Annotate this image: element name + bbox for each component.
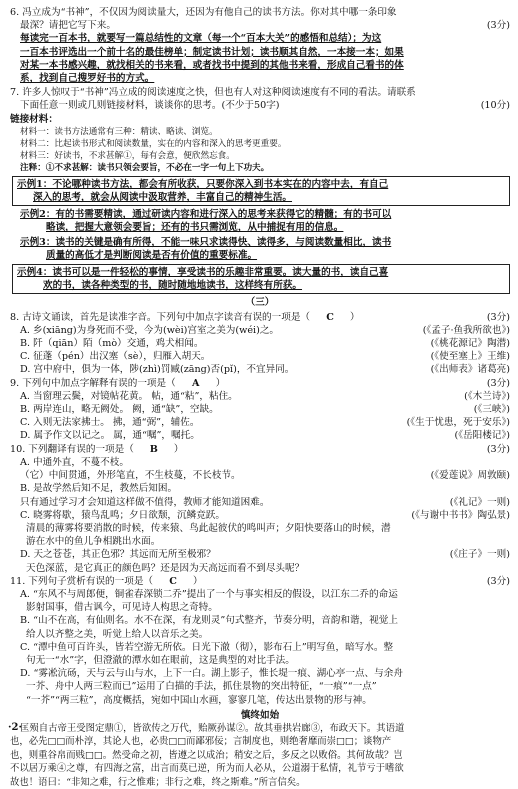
q11-points: (3分) [486,575,510,587]
material-3: 材料三：好读书，不求甚解①，每有会意，便欣然忘食。 [20,150,235,161]
q9-option-d: D. 属予作文以记之。 属，通“嘱”，嘱托。 (《岳阳楼记》) [20,430,510,442]
example-4-box [12,264,510,294]
q11-line: C. “潭中鱼可百许头，皆若空游无所依。日光下澈（彻），影布石上”明写鱼，暗写水。整 [20,641,394,653]
q8-answer: C [326,311,334,323]
question-8: 8. 古诗文诵读，首先是读准字音。下列句中加点字读音有误的一项是（ C ） (3分) A. 乡(xiāng)为身死而不受，今为(wèi)宫室之美为(wéi)之。 (《孟子·鱼我所欲也》) B. 阡（qiān）陌（mò）交通，鸡犬相闻。 (《桃花源记》陶潜) C. 征蓬（pén）出汉塞（sè），归雁入胡天。 (《使至塞上》王维) D. 宫中府中，俱为一体，陟(zhì)罚臧(zāng)否(pǐ)，不宜异同。 (《出师表》诸葛亮) [10,311,510,376]
q10-stem: 10. 下列翻译有误的一项是（ [10,443,134,455]
question-10: 10. 下列翻译有误的一项是（ B ） (3分) A. 中通外直，不蔓不枝。 （它）中间贯通，外形笔直，不生枝蔓，不长枝节。 (《爱莲说》周敦颐) B. 是故学然后知不足，教然后知困。 只有通过学习才会知道这样做不值得，教师才能知道困难。 (《礼记》一则) C. 晓雾将歇，猿鸟乱鸣；夕日欲颓，沉鳞竞跃。 (《与谢中书书》陶弘景) 清晨的薄雾将要消散的时候，传来猿、鸟此起彼伏的鸣叫声；夕阳快要落山的时候，潜 游在水中的鱼儿争相跳出水面。 D. 天之苍苍，其正色邪？其远而无所至极邪？ (《庄子》一则) 天色深蓝，是它真正的颜色吗？还是因为天高远而看不到尽头呢？ [10,443,510,574]
q9-option-b: B. 两岸连山，略无阙处。 阙，通“缺”，空缺。 (《三峡》) [20,404,510,416]
example-3 [10,236,510,262]
q6-stem-line1: 6. 冯立成为“书神”，不仅因为阅读量大，还因为有他自己的读书方法。你对其中哪一条印象 [10,7,397,18]
q11-line: 影射国事，借古讽今，可见诗人构思之奇特。 [26,602,218,614]
q7-stem-line1: 7. 许多人惊叹于“书神”冯立成的阅读速度之快，但也有人对这种阅读速度有不同的看法。请联系 [10,87,416,99]
q10-option-a-translation: （它）中间贯通，外形笔直，不生枝蔓，不长枝节。 [20,470,241,482]
example-line: 示例2：有的书需要精读，通过研读内容和进行深入的思考来获得它的精髓；有的书可以 [20,209,392,221]
q6-answer-line: 一百本书评选出一个前十名的最佳榜单；制定读书计划；读书顺其自然，一本接一本；如果 [20,46,404,58]
classical-passage [10,709,510,789]
example-1-box [12,176,510,206]
example-line: 质量的高低才是判断阅读是否有价值的重要标准。 [46,249,258,261]
q11-line: 给人以齐整之美，听觉上给人以音乐之美。 [26,628,209,640]
q6-points: (3分) [486,20,510,32]
q10-option-c-translation: 清晨的薄雾将要消散的时候，传来猿、鸟此起彼伏的鸣叫声；夕阳快要落山的时候，潜 [26,522,391,534]
q6-answer-line: 对某一本书感兴趣，就找相关的书来看，或者找书中提到的其他书来看，形成自己看书的体 [20,59,404,71]
q11-answer: C [169,575,177,587]
example-line: 示例1：不论哪种读书方法，都会有所收获，只要你深入到书本实在的内容中去，有自己 [17,178,389,190]
question-7 [10,86,510,294]
q8-option-a: A. 乡(xiāng)为身死而不受，今为(wèi)宫室之美为(wéi)之。 (《孟子·鱼我所欲也》) [20,324,510,336]
example-2 [10,208,510,234]
q10-option-a: A. 中通外直，不蔓不枝。 [20,456,129,468]
q9-option-c: C. 入则无法家拂士。 拂，通“弼”，辅佐。 (《生于忧患，死于安乐》) [20,417,510,429]
q9-points: (3分) [486,377,510,389]
q11-line: 一芥、舟中人两三粒而已”运用了白描的手法，抓住景物的突出特征，“一痕”“一点” [26,681,377,693]
q7-points: (10分) [480,100,510,112]
q10-option-a-source: (《爱莲说》周敦颐) [430,470,510,482]
q8-stem: 8. 古诗文诵读，首先是读准字音。下列句中加点字读音有误的一项是（ [10,311,311,323]
exam-page [10,6,510,789]
passage-line: 不以居万乘④之尊，有四海之富，出言而莫已逆，所为而人必从，公道溺于私情，礼节亏于嗜欲 [10,763,404,775]
passage-line: 也，必先□□而朴淳，其论人也，必贵□□而鄙邪佞；言制度也，则绝奢靡而崇□□；谈物产 [10,736,392,748]
question-6 [10,6,510,85]
q11-line: D. “雾凇沆砀，天与云与山与水，上下一白。湖上影子，惟长堤一痕、湖心亭一点、与余舟 [20,668,403,680]
q9-answer: A [191,377,200,389]
q6-answer-line: 系，找到自己搜罗好书的方式。 [20,73,155,85]
passage-line: 匡殒自古帝王受图定鼎①，皆欲传之万代，贻厥孙谋②。故其垂拱岩廊③，布政天下。其语道 [20,722,405,734]
passage-line: 也，则重谷帛而贱□□。然受命之初，皆遵之以成治；稍安之后，多反之以败俗。其何故哉？岂 [10,749,403,761]
example-line: 欢的书，读各种类型的书，随时随地地读书，这样终有所获。 [43,280,303,292]
q6-stem-line2: 最深？请把它写下来。 [20,20,116,32]
q11-line: B. “山不在高，有仙则名。水不在深，有龙则灵”句式整齐，节奏分明，音韵和谐，视觉上 [20,615,398,627]
question-9: 9. 下列句中加点字解释有误的一项是（ A ） (3分) A. 当窗理云鬓，对镜帖花黄。 帖，通“粘”，粘住。 (《木兰诗》) B. 两岸连山，略无阙处。 阙，通“缺”，空缺。 (《三峡》) C. 入则无法家拂士。 拂，通“弼”，辅佐。 (《生于忧患，死于安乐》) D. 属予作文以记之。 属，通“嘱”，嘱托。 (《岳阳楼记》) [10,377,510,442]
example-line: 略读，把握大意领会要旨；还有的书只需浏览，从中捕捉有用的信息。 [46,222,344,234]
q9-option-a: A. 当窗理云鬓，对镜帖花黄。 帖，通“粘”，粘住。 (《木兰诗》) [20,390,510,402]
section-three-heading: （三） [245,297,275,309]
material-note: 注释：①不求甚解：读书只领会要旨，不必在一字一句上下功夫。 [20,162,270,173]
q10-option-b-source: (《礼记》一则) [449,496,510,508]
q10-option-b-translation: 只有通过学习才会知道这样做不值得，教师才能知道困难。 [20,496,270,508]
passage-title: 慎终如始 [240,709,280,721]
link-materials-label: 链接材料： [10,113,58,125]
q10-option-c-translation: 游在水中的鱼儿争相跳出水面。 [26,536,161,548]
page-number: ·2· [8,721,22,733]
q11-line: A. “东风不与周郎便，铜雀春深锁二乔”提出了一个与事实相反的假设，以江东二乔的命运 [20,588,398,600]
q10-option-d: D. 天之苍苍，其正色邪？其远而无所至极邪？ [20,549,216,561]
q10-option-d-translation: 天色深蓝，是它真正的颜色吗？还是因为天高远而看不到尽头呢？ [26,562,305,574]
material-1: 材料一：读书方法通常有三种：精读、略读、浏览。 [20,126,218,137]
passage-line: 故也！语曰：“非知之难，行之惟难；非行之难，终之斯难。”所言信矣。 [10,776,306,788]
q8-option-c: C. 征蓬（pén）出汉塞（sè），归雁入胡天。 (《使至塞上》王维) [20,351,510,363]
q10-points: (3分) [486,443,510,455]
q10-option-b: B. 是故学然后知不足，教然后知困。 [20,483,178,495]
q10-option-d-source: (《庄子》一则) [449,549,510,561]
q10-option-c-source: (《与谢中书书》陶弘景) [411,509,510,521]
q11-stem: 11. 下列句子赏析有误的一项是（ [10,575,154,587]
question-11: 11. 下列句子赏析有误的一项是（ C ） (3分) A. “东风不与周郎便，铜雀春深锁二乔”提出了一个与事实相反的假设，以江东二乔的命运 影射国事，借古讽今，可见诗人构思之奇特。 B. “山不在高，有仙则名。水不在深，有龙则灵”句式整齐，节奏分明，音韵和谐，视觉上 给人以齐整之美，听觉上给人以音乐之美。 C. “潭中鱼可百许头，皆若空游无所依。日光下澈（彻），影布石上”明写鱼，暗写水。整 句无一“水”字，但澄澈的潭水如在眼前，这是典型的对比手法。 D. “雾凇沆砀，天与云与山与水，上下一白。湖上影子，惟长堤一痕、湖心亭一点、与余舟 一芥、舟中人两三粒而已”运用了白描的手法，抓住景物的突出特征，“一痕”“一点” “一芥”“两三粒”，高度概括，宛如中国山水画，寥寥几笔，传达出景物的形与神。 [10,575,510,706]
q8-points: (3分) [486,311,510,323]
example-line: 深入的思考，就会从阅读中汲取营养，丰富自己的精神生活。 [33,192,293,204]
q8-option-b: B. 阡（qiān）陌（mò）交通，鸡犬相闻。 (《桃花源记》陶潜) [20,338,510,350]
q10-answer: B [149,443,158,455]
q10-option-c: C. 晓雾将歇，猿鸟乱鸣；夕日欲颓，沉鳞竞跃。 [20,509,225,521]
q7-stem-line2: 下面任意一则或几则链接材料，谈谈你的思考。(不少于50字) [20,100,280,112]
q8-option-d: D. 宫中府中，俱为一体，陟(zhì)罚臧(zāng)否(pǐ)，不宜异同。 (《出师表》诸葛亮) [20,364,510,376]
q11-line: 句无一“水”字，但澄澈的潭水如在眼前，这是典型的对比手法。 [26,654,295,666]
q11-line: “一芥”“两三粒”，高度概括，宛如中国山水画，寥寥几笔，传达出景物的形与神。 [26,694,372,706]
q6-answer [10,32,510,85]
q9-stem: 9. 下列句中加点字解释有误的一项是（ [10,377,176,389]
q6-answer-line: 每读完一百本书，就要写一篇总结性的文章（每一个“百本大关”的感悟和总结）；为这 [20,33,382,45]
material-2: 材料二：比起读书形式和阅读数量，实在的内容和深入的思考更重要。 [20,138,287,149]
example-line: 示例4：读书可以是一件轻松的事情，享受读书的乐趣非常重要。读大量的书，读自己喜 [17,267,389,279]
example-line: 示例3：读书的关键是确有所得，不能一味只求读得快、读得多，与阅读数量相比，读书 [20,236,392,248]
